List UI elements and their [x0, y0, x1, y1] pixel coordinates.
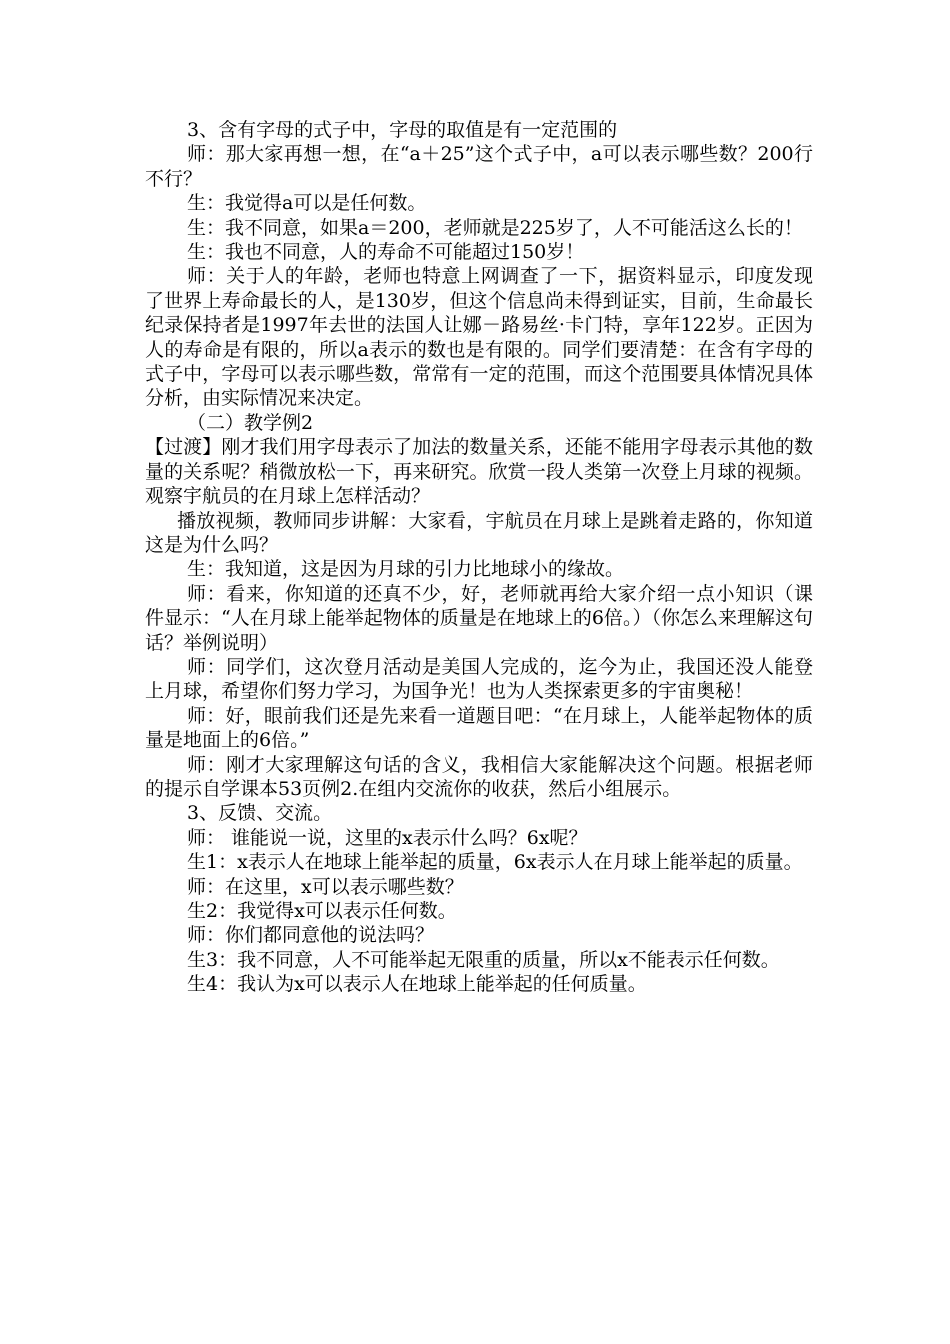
- paragraph: 3、含有字母的式子中，字母的取值是有一定范围的: [187, 119, 618, 141]
- paragraph: 生1：x表示人在地球上能举起的质量，6x表示人在月球上能举起的质量。: [187, 851, 803, 874]
- paragraph: 生2：我觉得x可以表示任何数。: [187, 900, 457, 922]
- paragraph: 播放视频，教师同步讲解：大家看，宇航员在月球上是跳着走路的，你知道这是为什么吗？: [145, 509, 813, 556]
- paragraph: 师： 谁能说一说，这里的x表示什么吗？6x呢？: [187, 826, 588, 849]
- paragraph: 生4：我认为x可以表示人在地球上能举起的任何质量。: [187, 973, 647, 996]
- paragraph: 师：看来，你知道的还真不少，好，老师就再给大家介绍一点小知识（课件显示：“人在月球上能举起物体的质量是在地球上的6倍。）（你怎么来理解这句话？举例说明）: [145, 582, 813, 654]
- paragraph: 生：我也不同意，人的寿命不可能超过150岁！: [187, 241, 585, 264]
- section-heading: （二）教学例2: [187, 411, 314, 434]
- paragraph: 师：在这里，x可以表示哪些数？: [187, 875, 464, 898]
- paragraph: 生：我知道，这是因为月球的引力比地球小的缘故。: [187, 558, 625, 581]
- paragraph: 生3：我不同意，人不可能举起无限重的质量，所以x不能表示任何数。: [187, 948, 780, 971]
- paragraph: 师：同学们，这次登月活动是美国人完成的，迄今为止，我国还没人能登上月球，希望你们努力学习，为国争光！也为人类探索更多的宇宙奥秘！: [145, 655, 813, 703]
- paragraph: 师：关于人的年龄，老师也特意上网调查了一下，据资料显示，印度发现了世界上寿命最长的人，是130岁，但这个信息尚未得到证实，目前，生命最长纪录保持者是1997年去世的法国人让娜－路易丝·卡门特，享年122岁。正因为人的寿命是有限的，所以a表示的数也是有限的。同学们要清楚：在含有字母的式子中，字母可以表示哪些数，常常有一定的范围，而这个范围要具体情况具体分析，由实际情况来决定。: [145, 265, 813, 410]
- document-page: [145, 118, 813, 997]
- paragraph: 师：你们都同意他的说法吗？: [187, 924, 435, 947]
- paragraph: 【过渡】刚才我们用字母表示了加法的数量关系，还能不能用字母表示其他的数量的关系呢？稍微放松一下，再来研究。欣赏一段人类第一次登上月球的视频。观察宇航员的在月球上怎样活动？: [145, 436, 813, 508]
- paragraph: 生：我觉得a可以是任何数。: [187, 192, 427, 215]
- paragraph: 师：好，眼前我们还是先来看一道题目吧：“在月球上，人能举起物体的质量是地面上的6倍。”: [145, 704, 813, 752]
- paragraph: 师：那大家再想一想，在“a＋25”这个式子中，a可以表示哪些数？200行不行？: [145, 143, 813, 190]
- paragraph: 师：刚才大家理解这句话的含义，我相信大家能解决这个问题。根据老师的提示自学课本53页例2.在组内交流你的收获，然后小组展示。: [145, 753, 813, 800]
- section-heading: 3、反馈、交流。: [187, 802, 333, 825]
- paragraph: 生：我不同意，如果a＝200，老师就是225岁了，人不可能活这么长的！: [187, 216, 803, 239]
